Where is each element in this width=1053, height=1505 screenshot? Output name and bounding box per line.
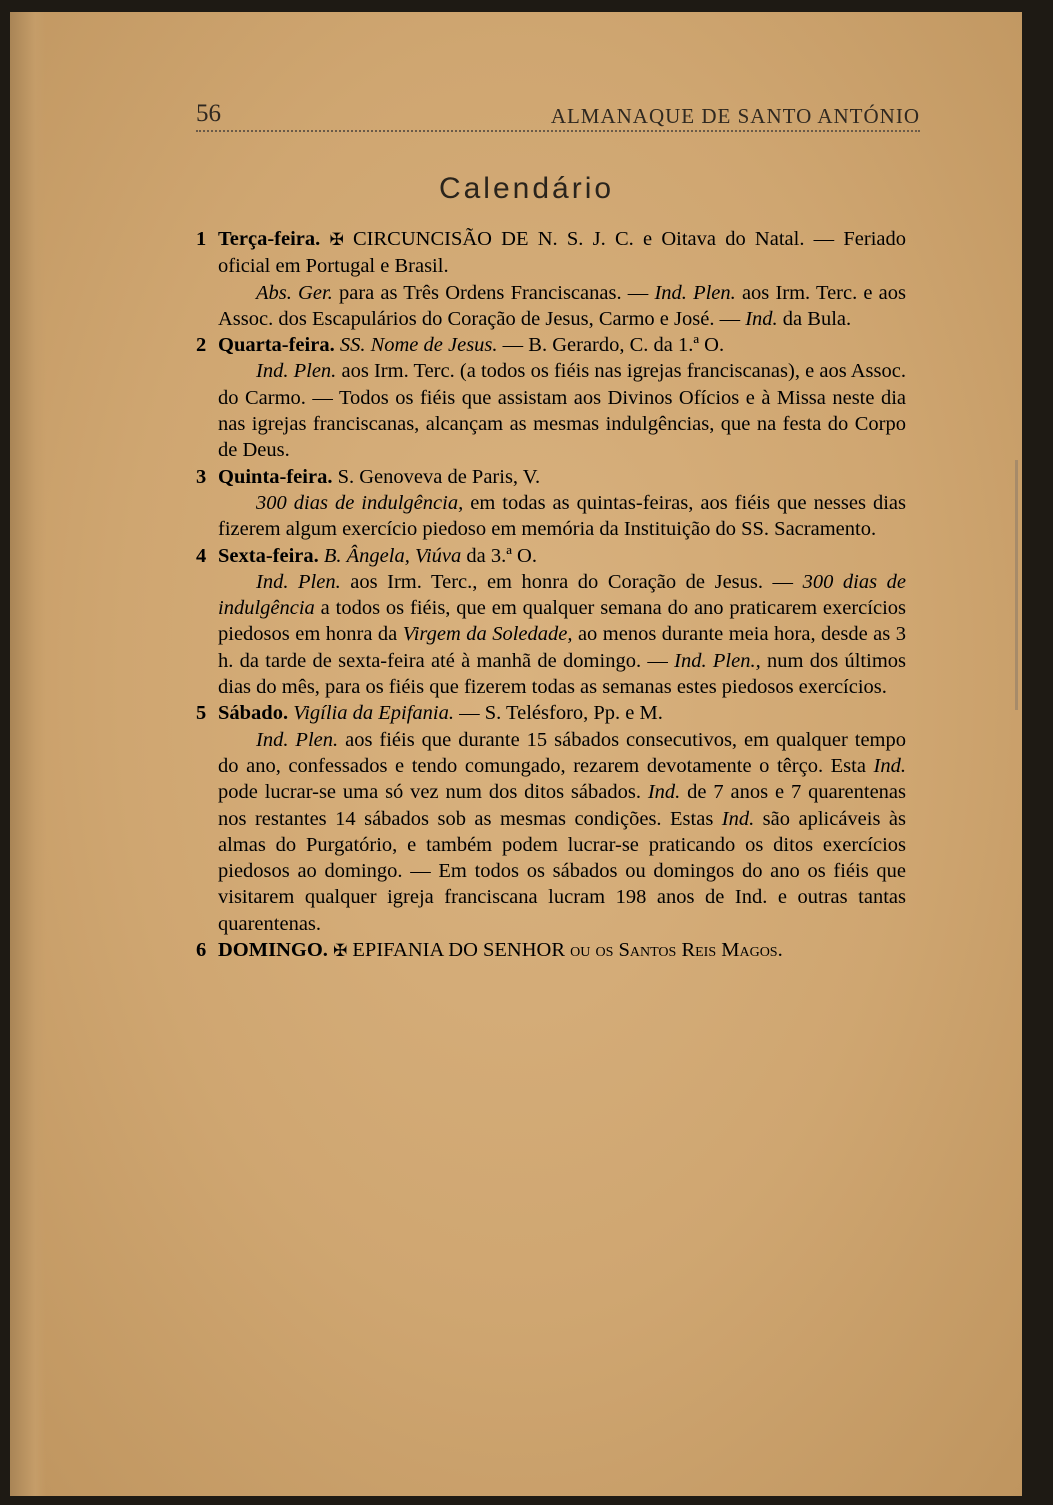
note-text: ao menos durante meia hora, desde as 3 h. da tarde de sexta-feira até à manhã de domingo. — (218, 623, 906, 672)
note-text: de 7 anos e 7 quarentenas nos restantes 14 sábados sob as mesmas condições. Estas (218, 781, 906, 830)
entry-note (218, 490, 906, 543)
feast-name: EPIFANIA DO SENHOR (352, 939, 566, 962)
note-italic: 300 dias de indulgência, (256, 491, 464, 514)
note-text: num dos últimos dias do mês, para os fiéis que fizerem todas as semanas estes piedosos exercícios. (218, 649, 906, 699)
section-title: Calendário (438, 172, 615, 205)
note-text: em todas as quintas-feiras, aos fiéis que nesses dias fizerem algum exercício piedoso em memória da Instituição do SS. Sacramento. (218, 491, 906, 541)
note-italic: 300 dias de indulgência (218, 570, 906, 620)
binding-stitch (1015, 460, 1018, 710)
note-text: aos Irm. Terc. e aos Assoc. dos Escapulários do Coração de Jesus, Carmo e José. — (218, 281, 906, 330)
entry-italic: B. Ângela, Viúva (323, 544, 462, 567)
note-italic: Ind. (745, 307, 778, 330)
entry-note (218, 280, 906, 333)
day-number: 2 (196, 334, 207, 357)
entry-text: — B. Gerardo, C. da 1.ª O. (497, 334, 725, 357)
feast-name: CIRCUNCISÃO DE N. S. J. C. e Oitava do Natal. — Feriado oficial em Portugal e Brasil. (218, 228, 907, 278)
calendar-body (196, 226, 907, 964)
note-italic: Ind. Plen. (256, 360, 337, 383)
entry-note (218, 727, 906, 937)
note-text: para as Três Ordens Franciscanas. — (332, 281, 655, 304)
note-text: aos Irm. Terc. (a todos os fiéis nas igrejas franciscanas), e aos Assoc. do Carmo. — Todos os fiéis que assistam aos Divinos Ofícios e à Missa neste dia nas igrejas franciscanas, alcançam as mesmas indulgências, que na festa do Corpo de Deus. (218, 360, 906, 462)
page-header (196, 100, 920, 132)
entry-italic: Vigília da Epifania. (293, 702, 454, 725)
note-text: pode lucrar-se uma só vez num dos ditos sábados. (218, 781, 648, 804)
weekday: DOMINGO. (218, 939, 328, 962)
calendar-entry-4 (196, 543, 906, 701)
weekday: Quarta-feira. (218, 334, 335, 357)
note-text: a todos os fiéis, que em qualquer semana do ano praticarem exercícios piedosos em honra da (218, 597, 906, 646)
weekday: Terça-feira. (218, 228, 321, 250)
day-number: 5 (196, 702, 207, 725)
note-italic: Virgem da Soledade, (402, 623, 573, 646)
day-number: 3 (196, 465, 207, 488)
note-text: da Bula. (777, 307, 852, 330)
weekday: Sexta-feira. (218, 544, 319, 567)
note-italic: Ind. Plen. (256, 728, 339, 751)
note-italic: Ind. (721, 807, 755, 830)
feast-subtitle: ou os Santos Reis Magos. (565, 939, 783, 962)
note-text: aos fiéis que durante 15 sábados consecutivos, em qualquer tempo do ano, confessados e tendo comungado, rezarem devotamente o têrço. Esta (218, 728, 906, 777)
note-italic: Ind. Plen. (256, 570, 341, 593)
note-italic: Ind. Plen., (674, 649, 761, 672)
entry-text: S. Genoveva de Paris, V. (332, 465, 541, 488)
weekday: Sábado. (218, 702, 289, 725)
note-text: aos Irm. Terc., em honra do Coração de Jesus. — (340, 570, 803, 593)
page-edge-shadow (10, 12, 46, 1496)
entry-italic: SS. (339, 334, 366, 357)
calendar-entry-2 (196, 332, 906, 463)
weekday: Quinta-feira. (218, 465, 333, 488)
cross-icon: ✠ (329, 230, 344, 250)
entry-text: da 3.ª O. (461, 544, 537, 567)
entry-text: — S. Telésforo, Pp. e M. (454, 702, 663, 725)
note-italic: Abs. Ger. (256, 281, 333, 304)
note-italic: Ind. (873, 754, 906, 777)
note-italic: Ind. (647, 781, 681, 804)
day-number: 4 (196, 544, 207, 567)
day-number: 6 (196, 939, 207, 962)
page-number: 56 (196, 100, 221, 127)
note-italic: Ind. Plen. (654, 281, 736, 304)
entry-note (218, 569, 906, 700)
entry-italic: Nome de Jesus. (370, 334, 498, 357)
calendar-entry-6 (196, 937, 906, 964)
calendar-entry-5 (196, 700, 906, 937)
note-text: são aplicáveis às almas do Purgatório, e também podem lucrar-se praticando os ditos exercícios piedosos ao domingo. — Em todos os sábados ou domingos do ano os fiéis que visitarem qualquer igreja franciscana lucram 198 anos de Ind. e outras tantas quarentenas. (218, 807, 906, 935)
entry-note (218, 358, 906, 463)
running-title: ALMANAQUE DE SANTO ANTÓNIO (550, 104, 920, 128)
calendar-entry-1 (196, 226, 907, 332)
cross-icon: ✠ (333, 941, 348, 962)
calendar-entry-3 (196, 464, 906, 543)
day-number: 1 (196, 228, 207, 250)
